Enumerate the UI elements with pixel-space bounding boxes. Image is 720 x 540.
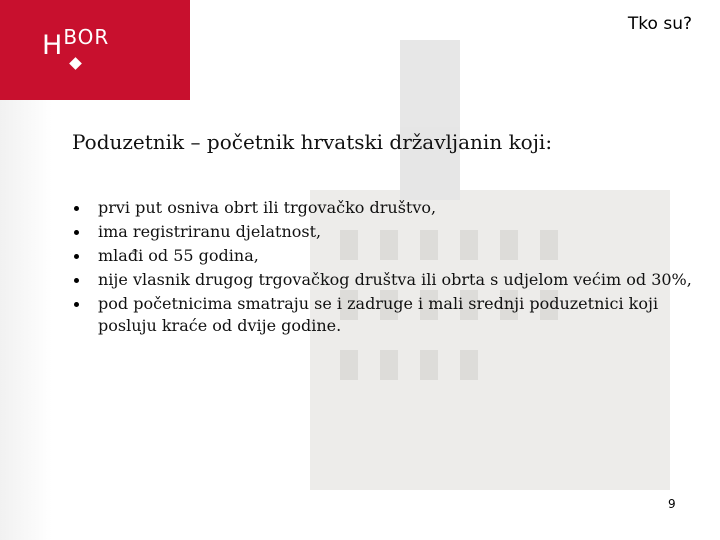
bullet-icon	[74, 254, 79, 259]
list-item	[72, 221, 712, 243]
bullet-icon	[74, 302, 79, 307]
bullet-icon	[74, 206, 79, 211]
header-band	[0, 0, 190, 100]
section-label: Tko su?	[627, 14, 692, 34]
bullet-list	[72, 197, 712, 339]
list-item-text: nije vlasnik drugog trgovačkog društva ili obrta s udjelom većim od 30%,	[98, 270, 692, 289]
left-stripe	[0, 100, 52, 540]
list-item	[72, 293, 712, 337]
list-item-text: pod početnicima smatraju se i zadruge i mali srednji poduzetnici koji posluju kraće od dvije godine.	[98, 294, 659, 335]
list-item-text: prvi put osniva obrt ili trgovačko društvo,	[98, 198, 437, 217]
list-item	[72, 245, 712, 267]
list-item	[72, 197, 712, 219]
logo-diamond-icon	[69, 57, 82, 70]
list-item-text: mlađi od 55 godina,	[98, 246, 259, 265]
bullet-icon	[74, 278, 79, 283]
logo-letters-bor: BOR	[63, 25, 110, 49]
list-item-text: ima registriranu djelatnost,	[98, 222, 322, 241]
slide-title: Poduzetnik – početnik hrvatski državljanin koji:	[72, 130, 553, 154]
bullet-icon	[74, 230, 79, 235]
hbor-logo	[42, 25, 110, 61]
page-number: 9	[668, 497, 676, 511]
logo-letter-h: H	[42, 30, 64, 61]
list-item	[72, 269, 712, 291]
